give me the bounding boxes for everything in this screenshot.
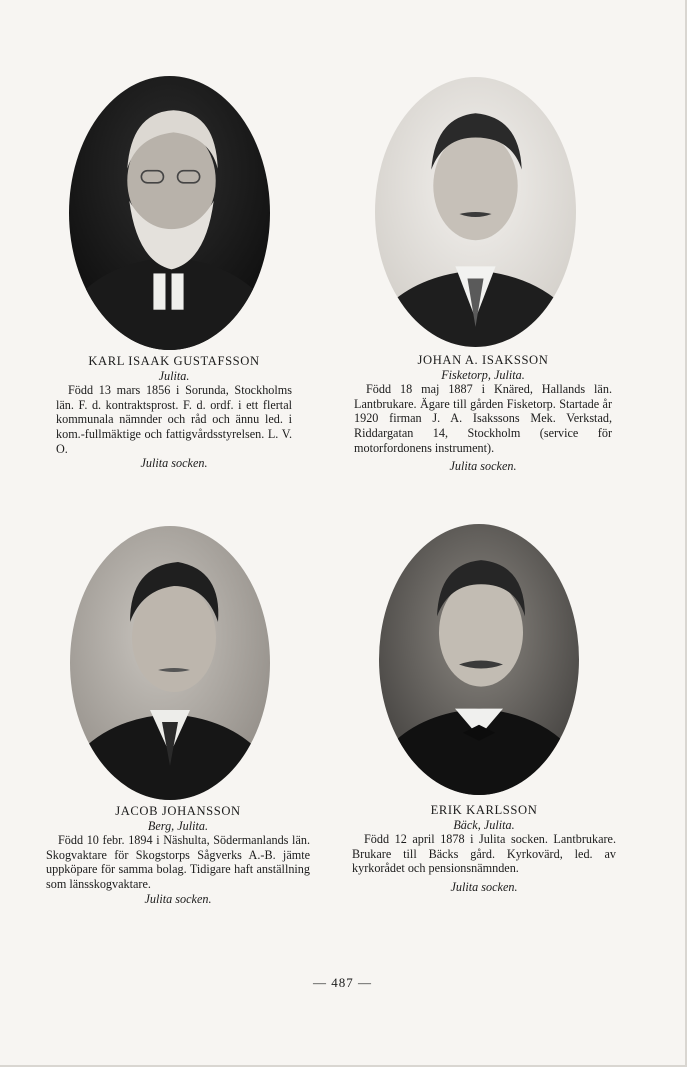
entry-erik-karlsson — [352, 803, 616, 895]
portrait-photo-icon — [69, 76, 270, 350]
person-biography: Född 18 maj 1887 i Knäred, Hallands län. Lantbrukare. Ägare till gården Fisketorp. Startade år 1920 firman J. A. Isakssons Mek. Verkstad, Riddargatan 14, Stockholm (service för motorfordonens instrument). — [354, 382, 612, 455]
portrait-johan-a-isaksson — [375, 77, 576, 347]
person-place: Julita. — [158, 368, 190, 383]
person-name: KARL ISAAK GUSTAFSSON — [88, 354, 260, 368]
entry-karl-isaak-gustafsson — [56, 354, 292, 471]
portrait-erik-karlsson — [379, 524, 579, 795]
person-place: Fisketorp, Julita. — [441, 367, 525, 382]
person-biography: Född 13 mars 1856 i Sorunda, Stockholms län. F. d. kontraktsprost. F. d. ordf. i ett flertal kommunala nämnder och råd och ännu led. i kom.-fullmäktige och fattigvårdsstyrelsen. L. V. O. — [56, 383, 292, 456]
page-number: — 487 — — [313, 975, 372, 990]
entry-johan-a-isaksson — [354, 353, 612, 474]
portrait-karl-isaak-gustafsson — [69, 76, 270, 350]
portrait-photo-icon — [379, 524, 579, 795]
person-place: Berg, Julita. — [147, 818, 209, 833]
person-parish: Julita socken. — [140, 456, 208, 471]
person-name: JACOB JOHANSSON — [115, 804, 241, 818]
person-parish: Julita socken. — [144, 891, 212, 906]
entry-jacob-johansson — [46, 804, 310, 906]
portrait-jacob-johansson — [70, 526, 270, 800]
person-parish: Julita socken. — [449, 459, 517, 474]
portrait-photo-icon — [375, 77, 576, 347]
person-parish: Julita socken. — [450, 879, 518, 894]
portrait-photo-icon — [70, 526, 270, 800]
person-name: JOHAN A. ISAKSSON — [417, 353, 549, 367]
person-place: Bäck, Julita. — [453, 817, 515, 832]
person-name: ERIK KARLSSON — [430, 803, 538, 817]
person-biography: Född 12 april 1878 i Julita socken. Lantbrukare. Brukare till Bäcks gård. Kyrkovärd, led. av kyrkorådet och pensionsnämnden. — [352, 832, 616, 876]
person-biography: Född 10 febr. 1894 i Näshulta, Södermanlands län. Skogvaktare för Skogstorps Sågverks A.-B. jämte uppköpare för samma bolag. Tidigare haft anställning som länsskogvaktare. — [46, 833, 310, 891]
